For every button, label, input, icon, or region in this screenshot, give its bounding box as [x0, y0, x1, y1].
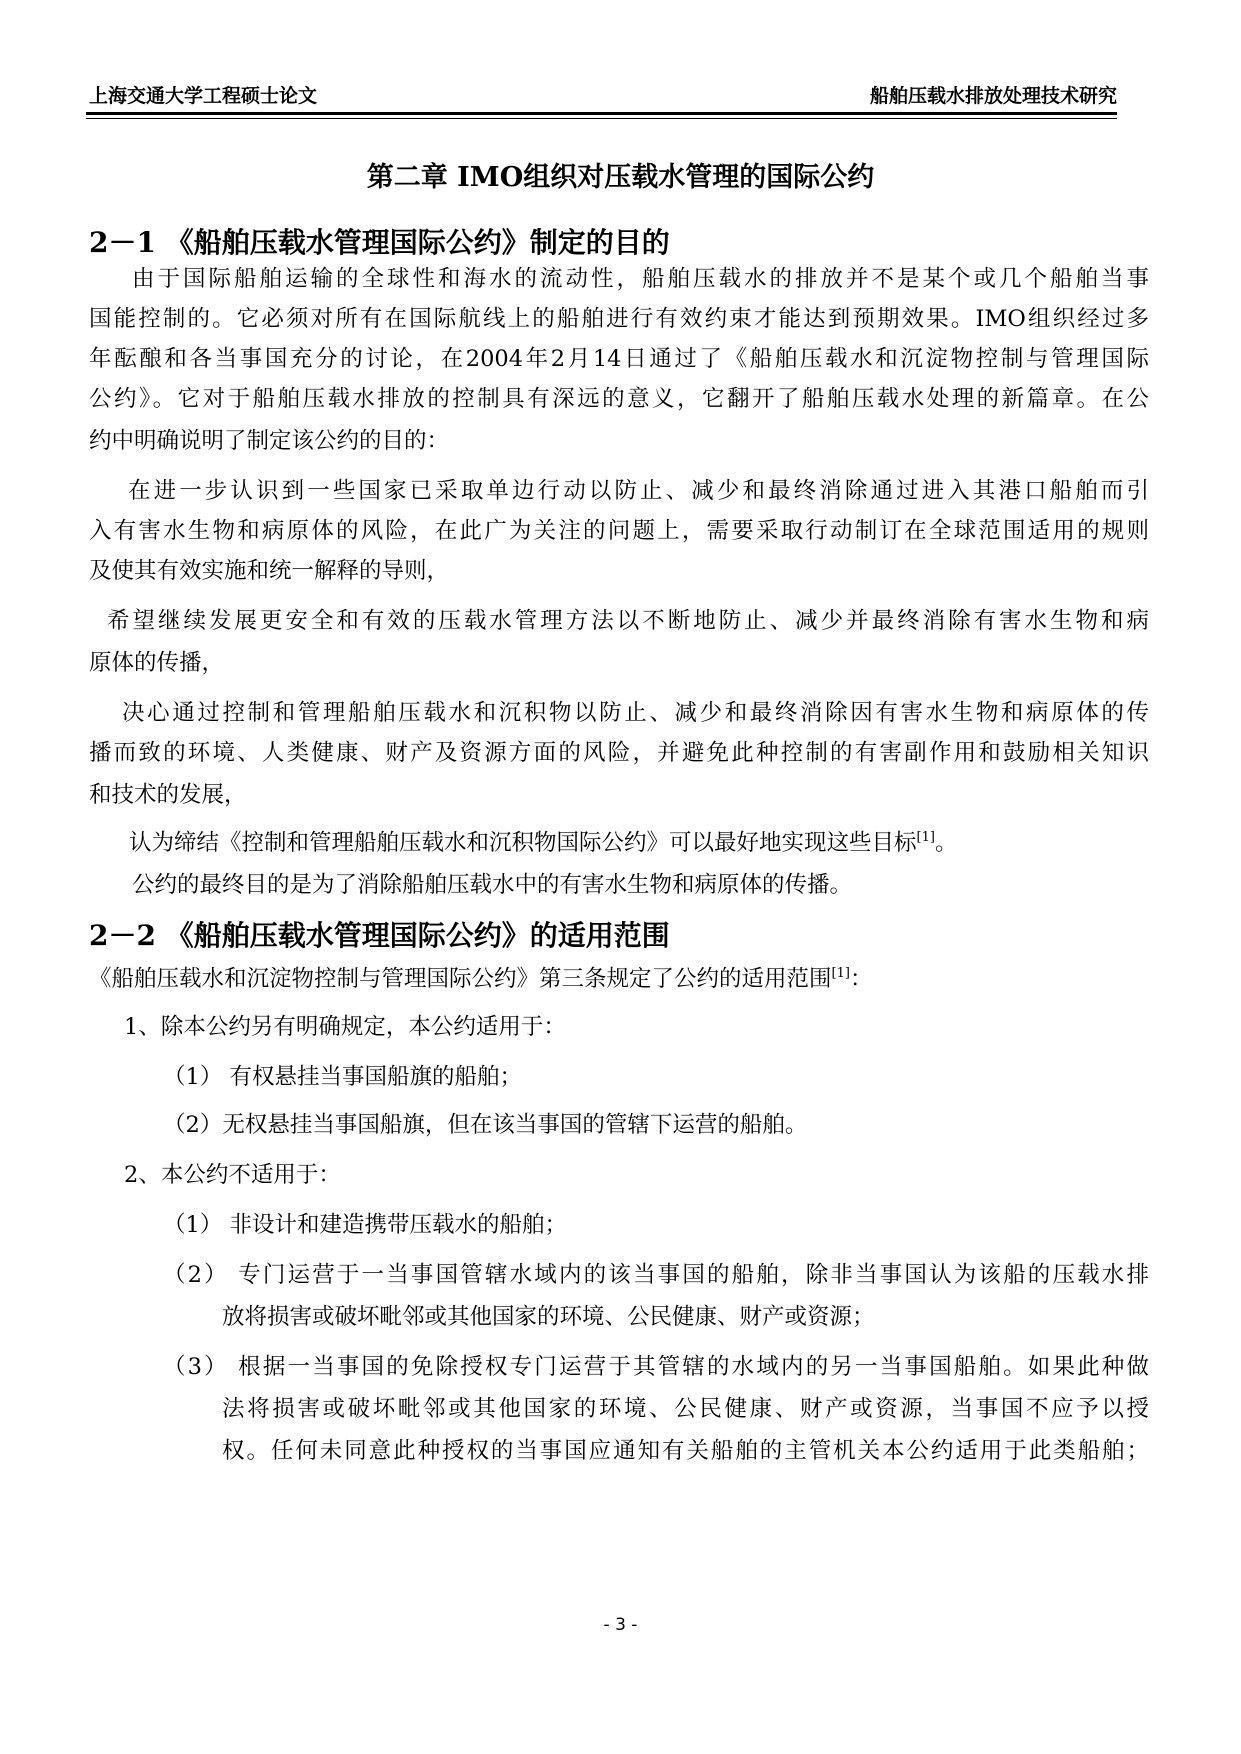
- page-number: - 3 -: [603, 1615, 638, 1635]
- paragraph-line: 约中明确说明了制定该公约的目的：: [89, 428, 450, 454]
- paragraph-line: 年酝酿和各当事国充分的讨论，在2004年2月14日通过了《船舶压载水和沉淀物控制与管理国际: [89, 346, 1149, 372]
- paragraph-text: 《船舶压载水和沉淀物控制与管理国际公约》第三条规定了公约的适用范围: [89, 966, 832, 992]
- citation-ref: [1]: [916, 830, 935, 845]
- paragraph-text: 认为缔结《控制和管理船舶压载水和沉积物国际公约》可以最好地实现这些目标: [129, 830, 917, 856]
- citation-ref: [1]: [831, 966, 850, 981]
- section-heading-2-1: 2－1 《船舶压载水管理国际公约》制定的目的: [89, 226, 670, 259]
- paragraph-line: 希望继续发展更安全和有效的压载水管理方法以不断地防止、减少并最终消除有害水生物和病: [107, 608, 1149, 634]
- list-item: （3） 根据一当事国的免除授权专门运营于其管辖的水域内的另一当事国船舶。如果此种做: [163, 1354, 1149, 1380]
- paragraph-line: 国能控制的。它必须对所有在国际航线上的船舶进行有效约束才能达到预期效果。IMO组织经过多: [89, 306, 1149, 332]
- section-heading-2-2: 2－2 《船舶压载水管理国际公约》的适用范围: [89, 919, 670, 952]
- paragraph-line: 及使其有效实施和统一解释的导则，: [89, 558, 450, 584]
- paragraph-line: 由于国际船舶运输的全球性和海水的流动性，船舶压载水的排放并不是某个或几个船舶当事: [132, 266, 1149, 292]
- header-rule: [86, 112, 1117, 115]
- header-topic-title: 船舶压载水排放处理技术研究: [869, 85, 1117, 107]
- paragraph-line: [129, 828, 957, 858]
- sentence-end: ：: [849, 966, 873, 992]
- list-item: （2） 专门运营于一当事国管辖水域内的该当事国的船舶，除非当事国认为该船的压载水排: [163, 1262, 1149, 1288]
- paragraph-line: 入有害水生物和病原体的风险，在此广为关注的问题上，需要采取行动制订在全球范围适用的规则: [89, 518, 1149, 544]
- paragraph-line: 播而致的环境、人类健康、财产及资源方面的风险，并避免此种控制的有害副作用和鼓励相关知识: [89, 740, 1149, 766]
- sentence-end: 。: [934, 830, 958, 856]
- list-item: （1） 非设计和建造携带压载水的船舶；: [163, 1212, 567, 1238]
- paragraph-line: 公约的最终目的是为了消除船舶压载水中的有害水生物和病原体的传播。: [132, 872, 853, 898]
- list-item-continuation: 放将损害或破坏毗邻或其他国家的环境、公民健康、财产或资源；: [222, 1304, 875, 1330]
- paragraph-line: 公约》。它对于船舶压载水排放的控制具有深远的意义，它翻开了船舶压载水处理的新篇章。在公: [89, 386, 1149, 412]
- list-item: 2、本公约不适用于：: [124, 1162, 341, 1188]
- chapter-title: 第二章 IMO组织对压载水管理的国际公约: [366, 162, 875, 193]
- list-item: （2）无权悬挂当事国船旗，但在该当事国的管辖下运营的船舶。: [163, 1112, 808, 1138]
- list-item-continuation: 法将损害或破坏毗邻或其他国家的环境、公民健康、财产或资源，当事国不应予以授: [222, 1396, 1149, 1422]
- header-thesis-title: 上海交通大学工程硕士论文: [89, 85, 318, 107]
- paragraph-line: 和技术的发展，: [89, 782, 247, 808]
- paragraph-line: 在进一步认识到一些国家已采取单边行动以防止、减少和最终消除通过进入其港口船舶而引: [128, 478, 1149, 504]
- paragraph-line: 决心通过控制和管理船舶压载水和沉积物以防止、减少和最终消除因有害水生物和病原体的传: [122, 700, 1149, 726]
- paragraph-line: [89, 964, 872, 994]
- list-item: 1、除本公约另有明确规定，本公约适用于：: [124, 1014, 566, 1040]
- header-rule-thin: [86, 118, 1117, 119]
- list-item-continuation: 权。任何未同意此种授权的当事国应通知有关船舶的主管机关本公约适用于此类船舶；: [222, 1438, 1149, 1464]
- paragraph-line: 原体的传播，: [89, 650, 225, 676]
- list-item: （1） 有权悬挂当事国船旗的船舶；: [163, 1064, 522, 1090]
